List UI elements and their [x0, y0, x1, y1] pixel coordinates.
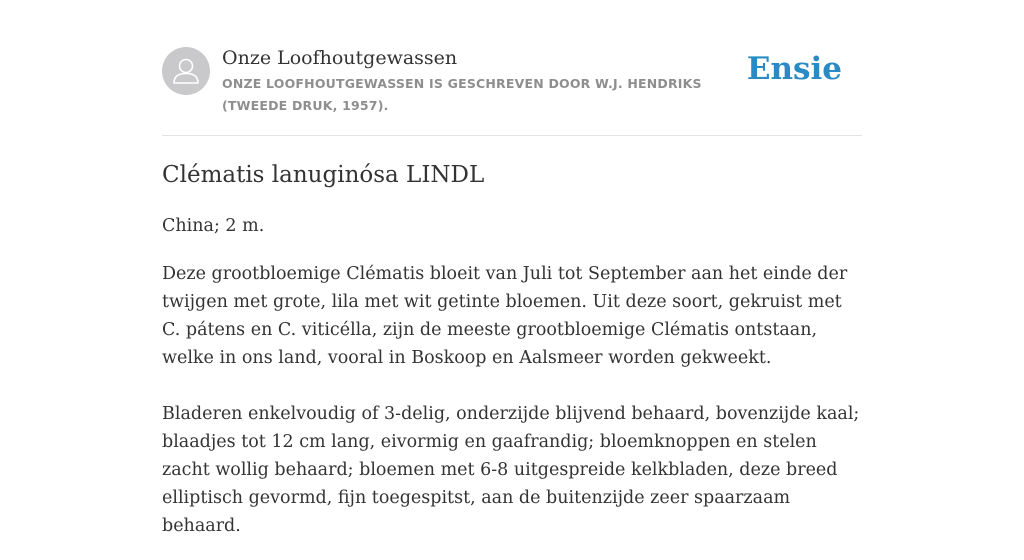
author-name[interactable]: Onze Loofhoutgewassen	[222, 47, 458, 69]
page-container	[162, 0, 862, 536]
avatar[interactable]	[162, 47, 210, 95]
author-description: ONZE LOOFHOUTGEWASSEN IS GESCHREVEN DOOR W.J. HENDRIKS (TWEEDE DRUK, 1957).	[222, 76, 702, 113]
entry-paragraph: China; 2 m.	[162, 216, 265, 236]
author-info	[222, 44, 752, 117]
entry-paragraph: Bladeren enkelvoudig of 3-delig, onderzijde blijvend behaard, bovenzijde kaal; blaadjes tot 12 cm lang, eivormig en gaafrandig; bloemknoppen en stelen zacht wollig behaard; bloemen met 6-8 uitgespreide kelkbladen, deze breed elliptisch gevormd, fijn toegespitst, aan de buitenzijde zeer spaarzaam behaard.	[162, 404, 860, 536]
page-header	[162, 0, 862, 136]
entry-paragraph: Deze grootbloemige Clématis bloeit van Juli tot September aan het einde der twijgen met grote, lila met wit getinte bloemen. Uit deze soort, gekruist met C. pátens en C. viticélla, zijn de meeste grootbloemige Clématis ontstaan, welke in ons land, vooral in Boskoop en Aalsmeer worden gekweekt.	[162, 264, 848, 368]
entry-title: Clématis lanuginósa LINDL	[162, 162, 485, 188]
entry-content	[162, 212, 862, 560]
user-icon	[162, 47, 210, 95]
brand-logo[interactable]: Ensie	[746, 51, 842, 87]
